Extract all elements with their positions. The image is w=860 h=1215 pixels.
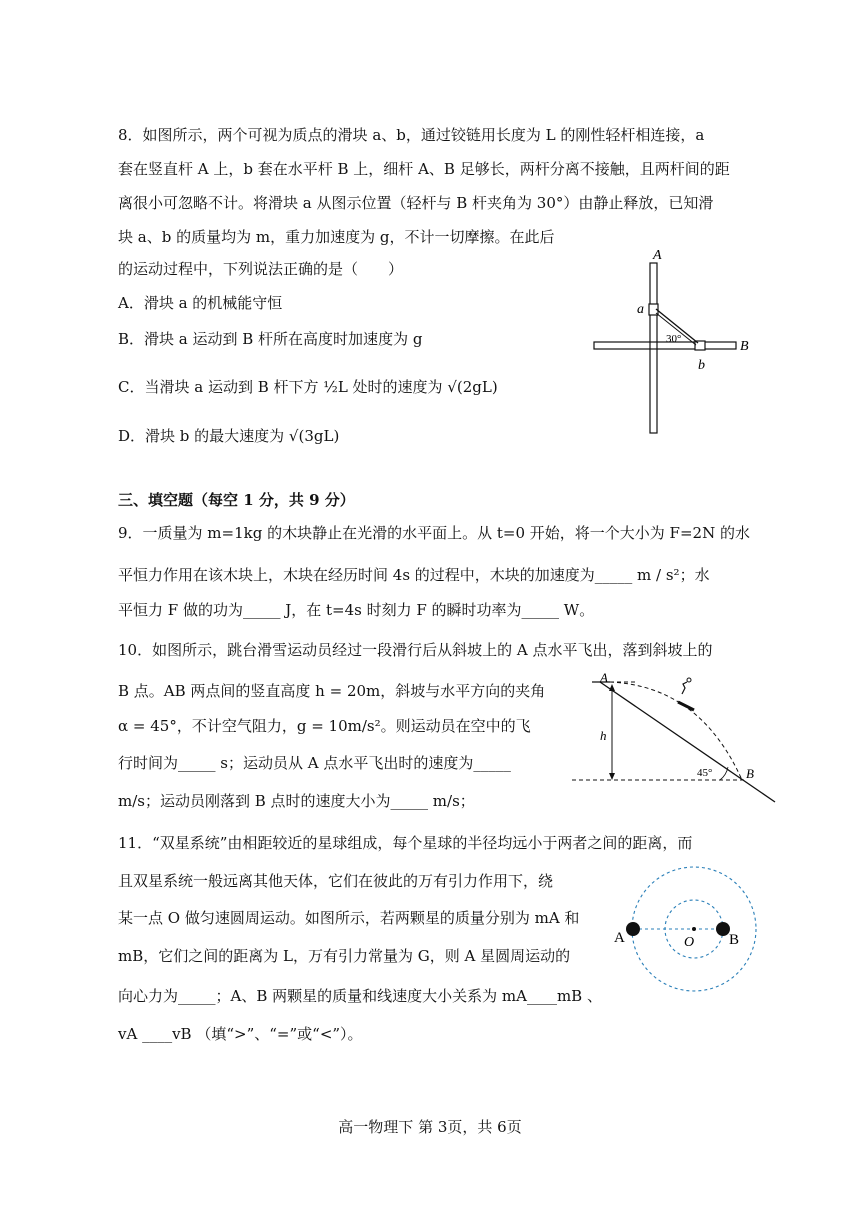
q10-line-5: m/s；运动员刚落到 B 点时的速度大小为_____ m/s；: [118, 792, 475, 810]
point-b-label: B: [746, 766, 754, 781]
q11-line-5: 向心力为_____；A、B 两颗星的质量和线速度大小关系为 mA____mB 、: [118, 987, 602, 1005]
height-label: h: [600, 728, 607, 743]
page-footer: 高一物理下 第 3页，共 6页: [338, 1118, 522, 1136]
q9-line-2: 平恒力作用在该木块上，木块在经历时间 4s 的过程中，木块的加速度为_____ m / s²；水: [118, 566, 710, 584]
q11-line-3: 某一点 O 做匀速圆周运动。如图所示，若两颗星的质量分别为 mA 和: [118, 909, 580, 927]
q8-line-5: 的运动过程中，下列说法正确的是（ ）: [118, 260, 404, 278]
angle-label: 30°: [666, 333, 682, 345]
q8-line-1: 8．如图所示，两个可视为质点的滑块 a、b，通过铰链用长度为 L 的刚性轻杆相连接，a: [118, 126, 705, 144]
q11-binary-star-diagram: [608, 860, 784, 1010]
q9-line-3: 平恒力 F 做的功为_____ J，在 t=4s 时刻力 F 的瞬时功率为_____ W。: [118, 601, 595, 619]
q8-line-4: 块 a、b 的质量均为 m，重力加速度为 g，不计一切摩擦。在此后: [118, 228, 555, 246]
rod-a-label: A: [653, 248, 662, 263]
q8-option-a: A．滑块 a 的机械能守恒: [118, 294, 283, 312]
star-a-label: A: [614, 930, 625, 946]
slider-b-label: b: [698, 358, 705, 373]
q11-line-1: 11．“双星系统”由相距较近的星球组成，每个星球的半径均远小于两者之间的距离，而: [118, 834, 693, 852]
q8-rods-diagram: [590, 245, 760, 435]
q10-line-4: 行时间为_____ s；运动员从 A 点水平飞出时的速度为_____: [118, 754, 511, 772]
q10-line-1: 10．如图所示，跳台滑雪运动员经过一段滑行后从斜坡上的 A 点水平飞出，落到斜坡上的: [118, 641, 713, 659]
q11-line-4: mB，它们之间的距离为 L，万有引力常量为 G，则 A 星圆周运动的: [118, 947, 571, 965]
q8-line-3: 离很小可忽略不计。将滑块 a 从图示位置（轻杆与 B 杆夹角为 30°）由静止释放，已知滑: [118, 194, 714, 212]
slider-a-label: a: [637, 302, 644, 317]
q10-line-2: B 点。AB 两点间的竖直高度 h = 20m，斜坡与水平方向的夹角: [118, 682, 546, 700]
rod-b-label: B: [740, 339, 749, 354]
q11-line-2: 且双星系统一般远离其他天体，它们在彼此的万有引力作用下，绕: [118, 872, 554, 890]
section-3-title: 三、填空题（每空 1 分，共 9 分）: [118, 491, 355, 509]
point-a-label: A: [600, 670, 608, 685]
q8-option-c: C．当滑块 a 运动到 B 杆下方 ½L 处时的速度为 √(2gL): [118, 378, 498, 396]
q9-line-1: 9．一质量为 m=1kg 的木块静止在光滑的水平面上。从 t=0 开始，将一个大小为 F=2N 的水: [118, 524, 750, 542]
star-b-label: B: [729, 932, 740, 948]
slope-angle-label: 45°: [697, 767, 713, 779]
q8-option-b: B．滑块 a 运动到 B 杆所在高度时加速度为 g: [118, 330, 423, 348]
q11-line-6: vA ____vB （填“>”、“=”或“<”）。: [118, 1025, 363, 1043]
q8-option-d: D．滑块 b 的最大速度为 √(3gL): [118, 427, 340, 445]
q8-line-2: 套在竖直杆 A 上，b 套在水平杆 B 上，细杆 A、B 足够长，两杆分离不接触，且两杆间的距: [118, 160, 730, 178]
q10-ski-jump-diagram: [570, 668, 780, 808]
q10-line-3: α = 45°，不计空气阻力，g = 10m/s²。则运动员在空中的飞: [118, 717, 531, 735]
center-o-label: O: [684, 935, 695, 950]
